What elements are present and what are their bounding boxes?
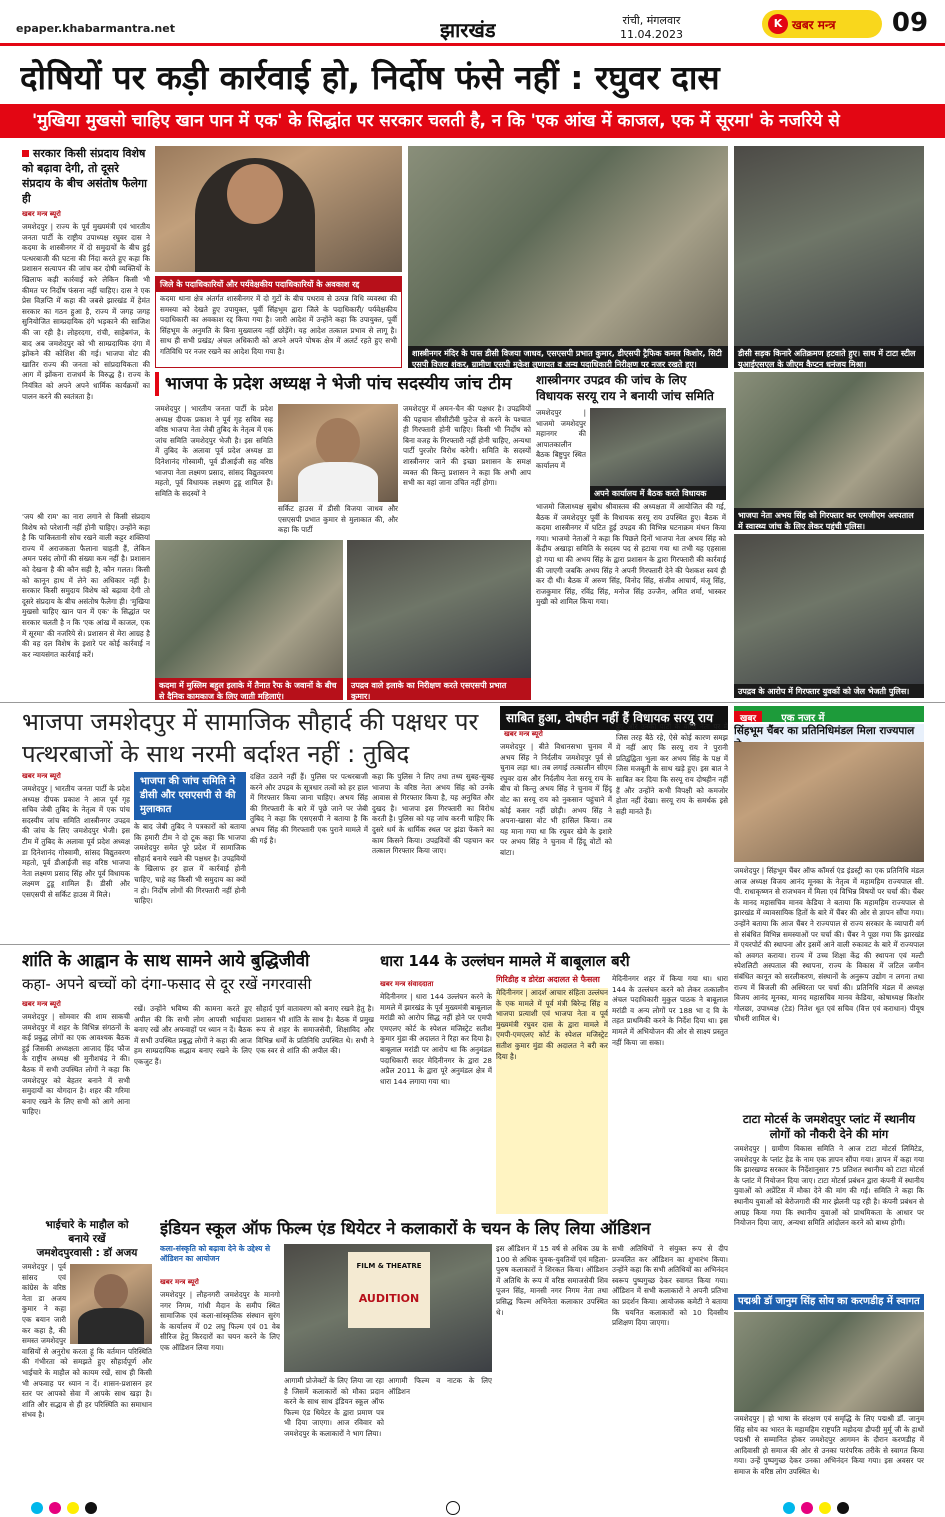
place-day: रांची, मंगलवार bbox=[622, 14, 681, 27]
ssp-caption: उपद्रव वाले इलाके का निरीक्षण करते एसएसपी प्रभात कुमार। bbox=[347, 678, 531, 700]
saryu-headline bbox=[536, 372, 726, 404]
bjp-team-photo-caption: सर्किट हाउस में डीसी विजया जाधव और एसएसपी प्रभात कुमार से मुलाकात की, और कहा कि पार्टी bbox=[278, 504, 398, 535]
tubid-body-2: के बाद जेबी तुबिद ने पत्रकारों को बताया कि हमारी टीम ने दो टूक कहा कि भाजपा जमशेदपुर समेत पूरे प्रदेश में सामाजिक सौहार्द बनाये रखने की पक्षधर है। उपद्रवियों के खिलाफ हर हाल में कार्रवाई होनी चाहिए, चाहे वह किसी भी समुदाय का क्यों न हो। निर्दोष लोगों की गिरफ्तारी नहीं होनी चाहिए। bbox=[134, 822, 246, 906]
tubid-headline: भाजपा जमशेदपुर में सामाजिक सौहार्द की पक्षधर पर पत्थरबाजों के साथ नरमी बर्दाश्त नहीं : तुबिद bbox=[22, 708, 479, 768]
tubid-kicker: भाजपा की जांच समिति ने डीसी और एसएसपी से की मुलाकात bbox=[134, 772, 246, 820]
film-body-4: सभी अतिथियों ने संयुक्त रूप से दीप प्रज्वलित कर ऑडिशन का शुभारंभ किया। उन्होंने कहा कि सभी अतिथियों का अभिनंदन स्वरूप पुष्पगुच्छ देकर स्वागत किया गया। ऑडिशन में सभी कलाकारों ने अपनी प्रतिभा का प्रदर्शन किया। आयोजक कमेटी ने बताया कि चयनित कलाकारों को 10 दिवसीय प्रशिक्षण दिया जाएगा। bbox=[612, 1244, 728, 1328]
saryu-photo-caption: अपने कार्यालय में बैठक करते विधायक bbox=[590, 486, 726, 500]
reg-marks-right bbox=[780, 1500, 852, 1517]
brand-badge: खबर मन्त्र bbox=[762, 10, 882, 38]
officials-box-body: कदमा थाना क्षेत्र अंतर्गत शास्त्रीनगर में दो गुटों के बीच पथराव से उत्पन्न विधि व्यवस्था की समस्या को देखते हुए उपायुक्त, पूर्वी सिंहभूम द्वारा जिले के पदाधिकारी/ पर्यवेक्षकीय पदाधिकारी का अवकाश रद्द किया गया है। जारी आदेश में उन्होंने कहा कि उपायुक्त, पूर्वी सिंहभूम के अनुमति के बिना मुख्यालय नहीं छोड़ेंगे। यह आदेश तत्काल प्रभाव से लागू है। साथ ही सभी प्रखंड/ अंचल अधिकारी को अपने अपने पोषक क्षेत्र में अलर्ट रहते हुए सभी गतिविधि पर नजर रखने का आदेश दिया गया है। bbox=[160, 294, 397, 356]
arrest-photo-caption: भाजपा नेता अभय सिंह को गिरफ्तार कर एमजीएम अस्पताल में स्वास्थ्य जांच के लिए लेकर पहुंची पुलिस। bbox=[734, 508, 924, 530]
nazar-tag-bar bbox=[734, 706, 924, 722]
tubid-body-4: कहा कि पुलिस ने लिए तथा तथ्य सुबह-सुबह भाजपा के वरिष्ठ नेता अभय सिंह को उनके आवास से गिरफ्तार किया है, यह अनुचित और दुखद है। भाजपा इस गिरफ्तारी का विरोध करती है। पुलिस को यह जांच करनी चाहिए कि दुसरे धर्म के धार्मिक स्थल पर झंडा फेंकने का काम किसने किया। उपद्रवियों की पहचान कर तत्काल गिरफ्तार किया जाए। bbox=[372, 772, 494, 856]
dateline-box bbox=[620, 14, 683, 42]
lead-subhead: 'मुखिया मुखसो चाहिए खान पान में एक' के सिद्धांत पर सरकार चलती है, न कि 'एक आंख में काजल, एक में सूरमा' के नजरिये से bbox=[0, 104, 945, 138]
film-byline: खबर मन्त्र ब्यूरो bbox=[160, 1278, 199, 1286]
governor-meeting-photo bbox=[734, 742, 924, 862]
tubid-body-3: दक्षित उठाने नहीं हैं। पुलिस पर पत्थरबाजी करने और उपद्रव के सूत्रधार तत्वों को हर हाल में गिरफ्तार किया जाना चाहिए। अभय सिंह की गिरफ्तारी के बारे में पूछे जाने पर जेबी तुबिद ने कहा कि एसएसपी ने बताया है कि अभय सिंह की गिरफ्तारी एक पुराने मामले में की गई है। bbox=[250, 772, 368, 845]
film-caption-col: आगामी फिल्म व नाटक के लिए ऑडिशन bbox=[388, 1376, 492, 1396]
poster-word: AUDITION bbox=[358, 1292, 420, 1305]
shanti-headline-1: शांति के आह्वान के साथ सामने आये बुद्धिजीवी bbox=[22, 951, 310, 971]
ajay-photo-spacer bbox=[66, 1262, 152, 1346]
padmashri-photo bbox=[734, 1312, 924, 1412]
field-photo-side-caption: डीसी सड़क किनारे अतिक्रमण हटवाते हुए। साथ में टाटा स्टील यूआईएसएल के जीएम कैप्टन धनंजय मिश्रा। bbox=[734, 346, 924, 368]
field-photo-main bbox=[408, 146, 728, 346]
vidhayak-body-1: जमशेदपुर | बीते विधानसभा चुनाव में अभय सिंह ने निर्दलीय जमशेदपुर पूर्व से चुनाव लड़ा था। तब लगाई तत्कालीन सीएम रघुवर दास और निर्दलीय नेता सरयू राय के बीच वो किन्तु अभय सिंह ने चुनाव में हिंदू वोट का सरयू राय को नुकसान पहुंचाने में कोई कसर नहीं छोड़ी। अभय सिंह ने अपना-खासा वोट भी हासिल किया। तब यह माना गया था कि रघुवर खेमे के इशारे पर अभय सिंह ने चुनाव में हिंदू वोटों को बांटा। bbox=[500, 742, 612, 857]
pullquote-text: सरकार किसी संप्रदाय विशेष को बढ़ावा देगी, तो दूसरे संप्रदाय के बीच असंतोष फैलेगा ही bbox=[22, 147, 147, 205]
babulal-byline: खबर मन्त्र संवाददाता bbox=[380, 980, 434, 988]
babulal-body-1: मेदिनीनगर | धारा 144 उल्लंघन करने के मामले में झारखंड के पूर्व मुख्यमंत्री बाबूलाल मरांडी को आरोप सिद्ध नहीं होने पर एमपी एमएलए कोर्ट के स्पेशल मजिस्ट्रेट सतीश कुमार मुंडा की अदालत ने रिहा कर दिया है। बाबूलाल मरांडी पर आरोप था कि अनुमंडल पदाधिकारी सदर मेदिनीनगर के द्वारा 28 अप्रैल 2011 के द्वारा पूरे अनुमंडल क्षेत्र में धारा 144 लगाया गया था। bbox=[380, 992, 492, 1086]
raghubar-photo bbox=[155, 146, 402, 272]
black-dot-icon bbox=[837, 1502, 849, 1514]
jail-photo bbox=[734, 534, 924, 684]
section-name: झारखंड bbox=[440, 18, 496, 42]
leader-shirt bbox=[298, 462, 378, 502]
vidhayak-headline: साबित हुआ, दोषहीन नहीं हैं विधायक सरयू राय bbox=[500, 706, 728, 730]
nazar-label: एक नजर में bbox=[781, 713, 825, 722]
nazar-headline: सिंहभूम चैंबर का प्रतिनिधिमंडल मिला राज्यपाल bbox=[734, 724, 924, 752]
brand-logo-icon: K bbox=[768, 14, 788, 34]
audition-poster bbox=[348, 1252, 430, 1328]
shanti-byline: खबर मन्त्र ब्यूरो bbox=[22, 1000, 61, 1008]
cyan-dot-icon bbox=[31, 1502, 43, 1514]
padmashri-headline: पद्मश्री डॉ जानुम सिंह सोय का करणडीह में स्वागत bbox=[734, 1294, 924, 1310]
ajay-headline-1: भाईचारे के माहौल को bbox=[45, 1219, 129, 1231]
vidhayak-byline: खबर मन्त्र ब्यूरो bbox=[504, 730, 543, 738]
officials-box bbox=[155, 276, 402, 368]
nazar-body: जमशेदपुर | सिंहभूम चैंबर ऑफ कॉमर्स एंड इंडस्ट्री का एक प्रतिनिधि मंडल आज अध्यक्ष विजय आनंद मूनका के नेतृत्व में महामहिम राज्यपाल सी. पी. राधाकृष्णन से राजभवन में मिला एवं विभिन्न विषयों पर चर्चा की। चैंबर के मानद महासचिव मानव केडिया ने बताया कि महामहिम राज्यपाल से झारखंड में व्यावसायिक हितों के बारे में चैंबर की ओर से ज्ञापन सौंपा गया। उन्होंने बताया कि आज चैंबर ने राज्यपाल से राज्य सरकार के व्यापारी वर्ग से संबंधित विभिन्न समस्याओं पर चर्चा की। चैंबर ने पूछा गया कि झारखंड में एयरपोर्ट की स्थापना और इसमें आने वाली रुकावट के बारे में राज्यपाल को अवगत कराया। राज्य में उच्च शिक्षा केंद्र की स्थापना एवं मल्टी स्पेशलिटी अस्पताल की स्थापना, राज्य के विकास में जटिल जमीन संबंधित कानून को सरलीकरण, संस्थानों के अनुरूप उद्योग न लगना तथा राज्य में बिजली की अस्थिरता पर चर्चा की। प्रतिनिधि मंडल में अध्यक्ष विजय आनंद मूनका, मानद महासचिव मानव केडिया, कोषाध्यक्ष किशोर गोलछा, उपाध्यक्ष (टेड) नितेश धूत एवं सचिव (वित्त एवं कराधान) पीयूष चौधरी शामिल थे। bbox=[734, 866, 924, 1024]
lead-body-1: जमशेदपुर | राज्य के पूर्व मुख्यमंत्री एवं भारतीय जनता पार्टी के राष्ट्रीय उपाध्यक्ष रघुवर दास ने कदमा के शास्त्रीनगर में दो समुदायों के बीच हुई पत्थरबाजी की घटना की निंदा करते हुए कहा कि प्रशासन सत्यापन की जांच कर दोषी व्यक्तियों के खिलाफ कड़ी कार्रवाई करे लेकिन किसी भी कीमत पर निर्दोष फंसना नहीं चाहिए। दास ने एक प्रेस विज्ञप्ति में कहा की जबसे झारखंड में हेमंत सरकार का गठन हुआ है, राज्य में जगह जगह सुनियोजित साम्प्रदायिक दंगे भड़काने की साजिश की जा रही है। लोहरदगा, रांची, साहेबगंज, के बाद अब जमशेदपुर को भी साम्प्रदायिक दंगा में झोंकने की कोशिश की गई। भाजपा वोट की खातिर राज्य की जनता को सांप्रदायिकता की आग में झोंकना राजधर्म के विरुद्ध है। राज्य के नियंत्रित को अपने अपने धार्मिक कार्यक्रमों का पालन करने की स्वतंत्रता है। bbox=[22, 222, 150, 401]
site-url[interactable]: epaper.khabarmantra.net bbox=[16, 22, 175, 35]
saryu-headline-2: विधायक सरयू राय ने बनायी जांच समिति bbox=[536, 389, 714, 403]
ajay-headline-2: बनाये रखें bbox=[68, 1233, 106, 1245]
tata-headline: टाटा मोटर्स के जमशेदपुर प्लांट में स्थानीय लोगों को नौकरी देने की मांग bbox=[742, 1112, 916, 1141]
lead-headline: दोषियों पर कड़ी कार्रवाई हो, निर्दोष फंसे नहीं : रघुवर दास bbox=[20, 58, 720, 97]
film-headline: इंडियन स्कूल ऑफ फिल्म एंड थियेटर ने कलाकारों के चयन के लिए लिया ऑडिशन bbox=[160, 1219, 651, 1238]
bjp-team-body-1: जमशेदपुर | भारतीय जनता पार्टी के प्रदेश अध्यक्ष दीपक प्रकाश ने पूर्व गृह सचिव सह वरिष्ठ भाजपा नेता जेबी तुबिद के नेतृत्व में एक जांच समिति जमशेदपुर भेजी है। इस समिति में तुबिद के अलावा पूर्व प्रदेश अध्यक्ष डा दिनेशानंद गोस्वामी, पूर्व डीआईजी सह वरिष्ठ भाजपा नेता लक्ष्मण प्रसाद, सांसद विद्युतवरण महतो, पूर्व विधायक लक्ष्मण टुडू शामिल हैं। समिति के सदस्यों ने bbox=[155, 404, 273, 498]
lead-body-2: 'जय श्री राम' का नारा लगाने से किसी संप्रदाय विशेष को परेशानी नहीं होनी चाहिए। उन्होंने कहा है कि पाकिस्तानी सोच रखने वाली कट्टर शक्तियां राज्य में अराजकता फैलाना चाहती हैं, लेकिन अमन पसंद लोगों की संख्या कम नहीं है। प्रशासन को देखना है की कौन सही है, कौन गलत। किसी को कानून हाथ में लेने का अधिकार नहीं है। सरकार किसी समुदाय विशेष को बढ़ावा देगी तो दूसरे संप्रदाय के बीच असंतोष फैलेगा ही। 'मुखिया मुखसो चाहिए खान पान में एक' के सिद्धांत पर सरकार चलती है न कि 'एक आंख में काजल, एक में सूरमा' की नजरिये से। प्रशासन से मेरा आग्रह है की वह दल विशेष के इशारे पर कोई कार्रवाई न कर न्यायसंगत कार्रवाई करें। bbox=[22, 512, 150, 659]
babulal-headline: धारा 144 के उल्लंघन मामले में बाबूलाल बरी bbox=[380, 952, 630, 970]
black-dot-icon bbox=[85, 1502, 97, 1514]
ajay-headline bbox=[22, 1218, 152, 1260]
ajay-body-text: जमशेदपुर | पूर्व सांसद एवं कांग्रेस के वरिष्ठ नेता डा अजय कुमार ने कहा एक बयान जारी कर कहा है, की समस्त जमशेदपुर वासियों से अनुरोध करता हूं कि वर्तमान परिस्थिति की गंभीरता को समझते हुए सौहार्दपूर्ण और भाईचारे के माहौल को कायम रखें, साथ ही किसी भी अफवाह पर ध्यान न दें। शासन-प्रशासन हर स्तर पर आपको सेवा में आपके साथ खड़ा है। शांति और सद्भाव से ही हर परिस्थिति का समाधान संभव है। bbox=[22, 1262, 152, 1420]
field-photo-side bbox=[734, 146, 924, 346]
leader-face bbox=[316, 418, 360, 466]
nazar-tag: खबर bbox=[734, 711, 762, 722]
ajay-body bbox=[22, 1262, 152, 1494]
officials-box-title: जिले के पदाधिकारियों और पर्यवेक्षकीय पदाधिकारियों के अवकाश रद्द bbox=[156, 277, 401, 292]
babulal-body-3: मेदिनीनगर शहर में किया गया था। धारा 144 के उल्लंघन करने को लेकर तत्कालीन अंचल पदाधिकारी मुकुल पाठक ने बाबूलाल मरांडी व अन्य लोगों पर 188 भा द वि के तहत प्राथमिकी करने के निर्देश दिया था। इस मामले में अभियोजन की ओर से साक्ष्य प्रस्तुत नहीं किया जा सका। bbox=[612, 974, 728, 1047]
saryu-body: भाजमो जिलाध्यक्ष सुबोध श्रीवास्तव की अध्यक्षता में आयोजित की गई, बैठक में जमशेदपुर पूर्वी के विधायक सरयू राय उपस्थित हुए। बैठक में कदमा शास्त्रीनगर में घटित हुई उपद्रव की विभिन्न घटनाक्रम मंथन किया गया। भाजमो नेताओं ने कहा कि पिछले दिनों भाजपा नेता अभय सिंह को केंद्रीय अखाड़ा समिति के सदस्य पद से हटाया गया था तभी यह एहसास हो गया था की अभय सिंह के द्वारा प्रशासन के द्वारा गिरफ्तारी की कार्रवाई की जाएगी जबकि अभय सिंह ने अपनी गिरफ्तारी देने की पेशकश स्वयं ही कर दी थी। बैठक में अरुण सिंह, विनोद सिंह, संजीव आचार्य, मंजू सिंह, राजकुमार सिंह, रविंद्र सिंह, मनोज सिंह उज्जैन, अमित शर्मा, भास्कर मुखी को शामिल किया गया। bbox=[536, 502, 726, 607]
tubid-byline: खबर मन्त्र ब्यूरो bbox=[22, 772, 61, 780]
crosshair-icon bbox=[446, 1501, 460, 1515]
flagmarch-caption: कदमा में मुस्लिम बहुल इलाके में तैनात रैफ के जवानों के बीच से दैनिक कामकाज के लिए जाती महिलाएं। bbox=[155, 678, 343, 700]
shanti-body-1: जमशेदपुर | सोमवार की शाम साकची जमशेदपुर में शहर के विभिन्न संगठनों के कई प्रबुद्ध लोगों का एक आवश्यक बैठक हुई जिसकी अध्यक्षता आजाद हिंद फौज के राष्ट्रीय अध्यक्ष श्री मुनीशचंद्र ने की। बैठक में सभी उपस्थित लोगों ने कहा कि जमशेदपुर को बेहतर बनाने में सभी समुदायों का योगदान है। शहर की गरिमा बनाए रखने के लिए सभी को आगे आना चाहिए। bbox=[22, 1012, 130, 1117]
page-number: 09 bbox=[891, 8, 929, 38]
tubid-body-1: जमशेदपुर | भारतीय जनता पार्टी के प्रदेश अध्यक्ष दीपक प्रकाश ने आज पूर्व गृह सचिव जेबी तुबिद के नेतृत्व में एक पांच सदस्यीय जांच समिति शास्त्रीनगर उपद्रव की जांच के लिए जमशेदपुर भेजी। इस टीम में तुबिद के अलावा पूर्व प्रदेश अध्यक्ष डा दिनेशानंद गोस्वामी, सांसद विद्युतवरण महतो, पूर्व डीआईजी सह वरिष्ठ भाजपा नेता लक्ष्मण प्रसाद सिंह और पूर्व विधायक लक्ष्मण टुडू शामिल हैं। डीसी और एसएसपी से सर्किट हाउस में मिले। bbox=[22, 784, 130, 899]
film-intro: कला-संस्कृति को बढ़ावा देने के उद्देश्य से ऑडिशन का आयोजन bbox=[160, 1244, 271, 1263]
cyan-dot-icon bbox=[783, 1502, 795, 1514]
tata-body: जमशेदपुर | ग्रामीण विकास समिति ने आज टाटा मोटर्स लिमिटेड, जमशेदपुर के प्लांट हेड के नाम एक ज्ञापन सौंपा गया। ज्ञापन में कहा गया कि झारखण्ड सरकार के निर्देशानुसार 75 प्रतिशत स्थानीय को टाटा मोटर्स के प्लांट में नियोजन दिया जाए। टाटा मोटर्स प्रबंधन द्वारा कंपनी में स्थानीय युवाओं को अप्रेंटिस में मौका देने की मांग की गई। समिति ने कहा कि स्थानीय युवाओं को बेरोजगारी की मार झेलनी पड़ रही है। कंपनी प्रबंधन से आग्रह किया गया कि स्थानीय युवाओं को प्राथमिकता के आधार पर नियोजन दिया जाए, अन्यथा समिति आंदोलन करने को बाध्य होगी। bbox=[734, 1144, 924, 1228]
lead-byline: खबर मन्त्र ब्यूरो bbox=[22, 210, 61, 218]
film-body-1: जमशेदपुर | लौहनगरी जमशेदपुर के मानगो नगर निगम, गांधी मैदान के समीप स्थित सामाजिक एवं कला-सांस्कृतिक संस्थान सुरंग के कार्यालय में 02 लघु फिल्म एवं 01 वेब सीरिज हेतु किरदारों का चयन करने के लिए एक ऑडिशन लिया गया। bbox=[160, 1290, 280, 1352]
film-body-3: इस ऑडिशन में 15 वर्ष से अधिक उम्र के 100 से अधिक युवक-युवतियों एवं महिला-पुरुष कलाकारों ने शिरकत किया। ऑडिशन में अतिथि के रूप में वरिष्ठ समाजसेवी शिव पूजन सिंह, मानसी नगर निगम नेता तथा प्रसिद्ध फिल्म अभिनेता कलाकार उपस्थित थे। bbox=[496, 1244, 608, 1317]
lead-pullquote bbox=[22, 146, 150, 206]
bjp-team-headline: भाजपा के प्रदेश अध्यक्ष ने भेजी पांच सदस्यीय जांच टीम bbox=[155, 372, 535, 396]
bjp-leader-photo bbox=[278, 404, 398, 502]
flagmarch-photo bbox=[155, 540, 343, 678]
vidhayak-body-2: हुए और उनकी पार्टी के वरिष्ठ नेता पर में जिस तरह बैठे रहे, ऐसे कोई कारण समझ में नहीं आए कि सरयू राय ने पुरानी प्रतिद्वंद्विता भुला कर अभय सिंह के पक्ष में जिस मजबूती के साथ खड़े हुए। इस बात ने साबित कर दिया कि सरयू राय दोषहीन नहीं हैं और उन्होंने कभी विपक्षी को कमजोर होता नहीं देखा। सरयू राय के समर्थक इसे सही मानते हैं। bbox=[616, 722, 728, 816]
yellow-dot-icon bbox=[819, 1502, 831, 1514]
face-shape bbox=[227, 164, 283, 224]
arrest-photo bbox=[734, 372, 924, 508]
registration-marks bbox=[0, 1500, 945, 1517]
bjp-team-body-2: जमशेदपुर में अमन-चैन की पक्षधर है। उपद्रवियों की पहचान सीसीटीवी फुटेज से करने के पश्चात ही गिरफ्तारी होनी चाहिए। किसी भी निर्दोष को बिना वजह के गिरफ्तारी नहीं होनी चाहिए, अन्यथा पार्टी पुरजोर विरोध करेगी। समिति के सदस्यों शास्त्रीनगर जाने की इच्छा प्रशासन के समक्ष व्यक्त की किन्तु प्रशासन ने कहा कि अभी आप सभी का वहां जाना उचित नहीं होगा। bbox=[403, 404, 531, 488]
babulal-body-2: मेदिनीनगर | आदर्श आचार संहिता उल्लंघन के एक मामले में पूर्व मंत्री बिरेन्द्र सिंह व भाजपा प्रत्याशी एवं भाजपा नेता व पूर्व मुख्यमंत्री रघुवर दास के द्वारा मामले में एमपी-एमएलए कोर्ट के स्पेशल मजिस्ट्रेट सतीश कुमार मुंडा की अदालत ने बरी कर दिया है। bbox=[496, 988, 608, 1214]
field-photo-caption: शास्त्रीनगर मंदिर के पास डीसी विजया जाधव, एसएसपी प्रभात कुमार, डीएसपी ट्रैफिक कमल किशोर, सिटी एसपी विजय शंकर, ग्रामीण एसपी मुकेश लुणायत व अन्य पदाधिकारी निरीक्षण पर नजर रखते हुए। bbox=[408, 346, 728, 368]
babulal-sub: गिरिडीह व डोरंडा अदालत से फैसला bbox=[496, 975, 600, 984]
poster-title: FILM & THEATRE bbox=[356, 1262, 422, 1270]
shanti-body-2: रखें। उन्होंने भविष्य की कामना करते हुए अपील की कि सभी लोग आपसी भाईचारा बनाए रखें और अफवाहों पर ध्यान न दें। बैठक में सभी उपस्थित प्रबुद्ध लोगों ने कहा की आज हम साम्प्रदायिक सद्भाव बनाए रखने के लिए एकजुट हैं। bbox=[134, 1004, 252, 1066]
section-divider-2 bbox=[0, 944, 730, 945]
yellow-dot-icon bbox=[67, 1502, 79, 1514]
bullet-icon bbox=[22, 150, 29, 157]
film-audition-photo bbox=[284, 1244, 492, 1372]
ssp-photo bbox=[347, 540, 531, 678]
film-body-2: आगामी प्रोजेक्टों के लिए लिया जा रहा है जिसमें कलाकारों को मौका प्रदान करने के साथ साथ इंडियन स्कूल ऑफ फिल्म एंड थियेटर के द्वारा प्रमाण पत्र भी दिया जाएगा। आज रविवार को जमशेदपुर के कलाकारों ने भाग लिया। bbox=[284, 1376, 384, 1438]
saryu-headline-1: शास्त्रीनगर उपद्रव की जांच के लिए bbox=[536, 373, 687, 387]
reg-marks-left bbox=[28, 1500, 100, 1517]
ajay-headline-3: जमशेदपुरवासी : डॉ अजय bbox=[36, 1247, 138, 1259]
saryu-intro: जमशेदपुर | भाजमो जमशेदपुर महानगर की आपातकालीन बैठक बिष्टुपुर स्थित कार्यालय में bbox=[536, 408, 586, 470]
shanti-body-3: सौहार्द पूर्ण वातावरण को बनाए रखने हेतु है। प्रशासन भी शांति के साथ है। बैठक में प्रमुख रूप से शहर के समाजसेवी, शिक्षाविद और विभिन्न धर्मों के प्रतिनिधि उपस्थित थे। सभी ने एक स्वर से शांति की अपील की। bbox=[256, 1004, 374, 1056]
shanti-headline-2: कहा- अपने बच्चों को दंगा-फसाद से दूर रखें नगरवासी bbox=[22, 975, 312, 993]
saryu-meeting-photo bbox=[590, 408, 726, 486]
padmashri-body: जमशेदपुर | हो भाषा के संरक्षण एवं समृद्धि के लिए पद्मश्री डॉ. जानुम सिंह सोय का भारत के महामहिम राष्ट्रपति महोदया द्रौपदी मुर्मू जी के हाथों पद्मश्री से सम्मानित होकर जमशेदपुर आगमन के दौरान करणडीह में आदिवासी हो समाज की ओर से उनका पारंपरिक तरीके से स्वागत किया गया। उन्हें पुष्पगुच्छ देकर उनका अभिनंदन किया गया। इस अवसर पर समाज के वरिष्ठ लोग उपस्थित थे। bbox=[734, 1414, 924, 1476]
issue-date: 11.04.2023 bbox=[620, 28, 683, 41]
section-divider bbox=[0, 702, 945, 703]
magenta-dot-icon bbox=[801, 1502, 813, 1514]
jail-photo-caption: उपद्रव के आरोप में गिरफ्तार युवकों को जेल भेजती पुलिस। bbox=[734, 684, 924, 698]
magenta-dot-icon bbox=[49, 1502, 61, 1514]
